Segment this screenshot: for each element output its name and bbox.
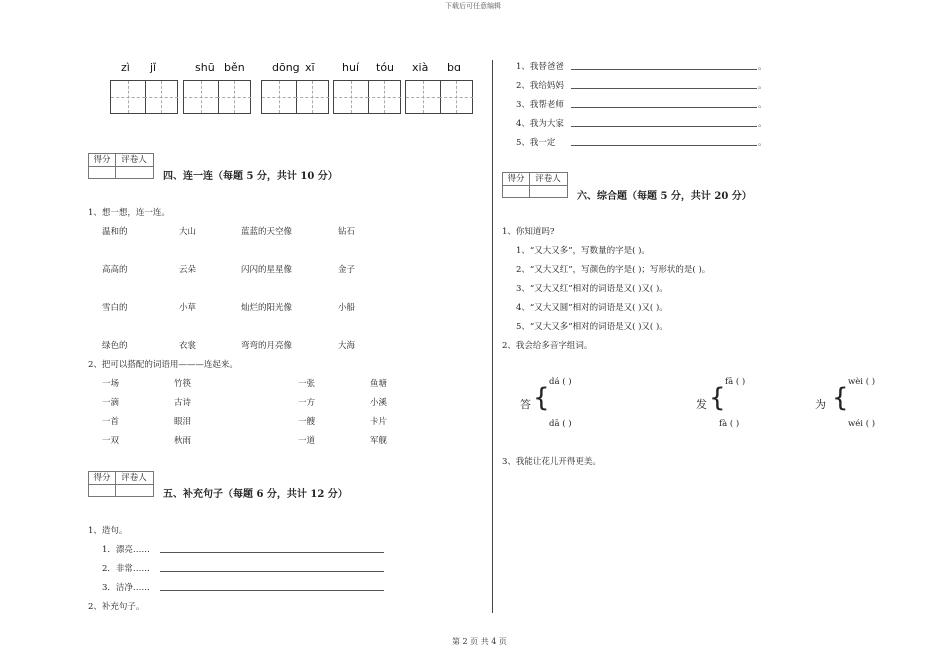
match-word: 弯弯的月亮像: [241, 341, 293, 351]
pinyin-syllable: xià: [412, 61, 429, 74]
pair-word: 一道: [298, 436, 316, 446]
section6-q1: 1、你知道吗?: [502, 227, 555, 237]
sentence-end: 。: [758, 81, 767, 91]
writing-cell[interactable]: [111, 81, 146, 113]
pair-word: 秋雨: [174, 436, 192, 446]
writing-cell[interactable]: [184, 81, 219, 113]
answer-line[interactable]: [571, 107, 757, 108]
section6-q2: 2、我会给多音字组词。: [502, 341, 593, 351]
polyphone-reading: fà ( ): [719, 419, 740, 429]
page-number: 第 2 页 共 4 页: [452, 637, 507, 646]
writing-cell[interactable]: [262, 81, 297, 113]
pair-word: 一张: [298, 379, 316, 389]
polyphone-reading: wèi ( ): [848, 377, 876, 387]
question-item: 5、“又大又多”相对的词语是又( )又( )。: [516, 322, 668, 332]
pair-word: 眼泪: [174, 417, 192, 427]
score-box: [502, 172, 568, 198]
match-word: 蓝蓝的天空像: [241, 227, 293, 237]
question-item: 4、“又大又圆”相对的词语是又( )又( )。: [516, 303, 668, 313]
pair-word: 卡片: [370, 417, 388, 427]
match-word: 小草: [179, 303, 197, 313]
writing-cell[interactable]: [439, 81, 473, 113]
sentence-stem: 5、我一定: [516, 138, 556, 148]
match-word: 闪闪的星星像: [241, 265, 293, 275]
pair-word: 一双: [102, 436, 120, 446]
polyphone-char: 发: [696, 398, 707, 411]
match-word: 小船: [338, 303, 356, 313]
answer-line: [160, 552, 384, 553]
writing-cell[interactable]: [367, 81, 401, 113]
writing-cell[interactable]: [406, 81, 441, 113]
match-word: 云朵: [179, 265, 197, 275]
answer-line: [160, 571, 384, 572]
section5-title: 五、补充句子（每题 6 分，共计 12 分）: [163, 489, 348, 500]
match-word: 雪白的: [102, 303, 128, 313]
tianzige-box[interactable]: [183, 80, 251, 114]
match-word: 绿色的: [102, 341, 128, 351]
tianzige-box[interactable]: [405, 80, 473, 114]
sentence-stem: 4、我为大家: [516, 119, 564, 129]
question-item: 2、“又大又红”，写颜色的字是( )；写形状的是( )。: [516, 265, 711, 275]
polyphone-char: 答: [520, 398, 531, 411]
pair-word: 一场: [102, 379, 120, 389]
pair-word: 鱼塘: [370, 379, 388, 389]
match-word: 大山: [179, 227, 197, 237]
writing-cell[interactable]: [144, 81, 178, 113]
score-label: 得分: [503, 173, 530, 186]
sentence-end: 。: [758, 119, 767, 129]
pair-word: 军舰: [370, 436, 388, 446]
section4-q2: 2、把可以搭配的词语用———连起来。: [88, 360, 238, 370]
answer-line[interactable]: [571, 69, 757, 70]
polyphone-reading: fā ( ): [725, 377, 746, 387]
brace-icon: {: [533, 383, 550, 413]
section4-title: 四、连一连（每题 5 分，共计 10 分）: [163, 171, 338, 182]
grader-label: 评卷人: [115, 472, 153, 485]
polyphone-char: 为: [815, 398, 826, 411]
pinyin-syllable: huí: [342, 61, 359, 74]
match-word: 温和的: [102, 227, 128, 237]
section6-q3: 3、我能让花儿开得更美。: [502, 457, 601, 467]
pinyin-syllable: xī: [305, 61, 315, 74]
question-item: 1、“又大又多”，写数量的字是( )。: [516, 246, 650, 256]
pair-word: 小溪: [370, 398, 388, 408]
answer-line: [160, 590, 384, 591]
section4-q1: 1、想一想，连一连。: [88, 208, 170, 218]
writing-cell[interactable]: [295, 81, 329, 113]
answer-line[interactable]: [571, 88, 757, 89]
section5-q1: 1、造句。: [88, 526, 128, 536]
pinyin-syllable: jǐ: [150, 61, 157, 74]
polyphone-reading: wéi ( ): [848, 419, 876, 429]
polyphone-reading: dá ( ): [549, 377, 572, 387]
pair-word: 一滴: [102, 398, 120, 408]
pair-word: 古诗: [174, 398, 192, 408]
grader-label: 评卷人: [529, 173, 567, 186]
match-word: 金子: [338, 265, 356, 275]
sentence-stem: 2、我给妈妈: [516, 81, 564, 91]
pair-word: 一方: [298, 398, 316, 408]
header-note: 下载后可任意编辑: [445, 2, 501, 10]
brace-icon: {: [709, 383, 726, 413]
sentence-end: 。: [758, 100, 767, 110]
tianzige-box[interactable]: [333, 80, 401, 114]
polyphone-reading: dā ( ): [549, 419, 572, 429]
answer-line[interactable]: [571, 126, 757, 127]
section5-q2: 2、补充句子。: [88, 602, 145, 612]
score-box: [88, 471, 154, 497]
sentence-item: 2．非常……: [102, 564, 150, 574]
sentence-stem: 3、我帮老师: [516, 100, 564, 110]
pair-word: 一首: [102, 417, 120, 427]
pair-word: 竹筷: [174, 379, 192, 389]
score-label: 得分: [89, 154, 116, 167]
section6-title: 六、综合题（每题 5 分，共计 20 分）: [577, 191, 752, 202]
answer-line[interactable]: [571, 145, 757, 146]
sentence-end: 。: [758, 62, 767, 72]
match-word: 高高的: [102, 265, 128, 275]
pinyin-syllable: shū: [195, 61, 215, 74]
match-word: 衣裳: [179, 341, 197, 351]
score-label: 得分: [89, 472, 116, 485]
tianzige-box[interactable]: [110, 80, 178, 114]
writing-cell[interactable]: [217, 81, 251, 113]
sentence-stem: 1、我替爸爸: [516, 62, 564, 72]
sentence-end: 。: [758, 138, 767, 148]
column-divider: [492, 60, 493, 613]
sentence-item: 3．洁净……: [102, 583, 150, 593]
pair-word: 一艘: [298, 417, 316, 427]
brace-icon: {: [832, 383, 849, 413]
pinyin-syllable: dōng: [272, 61, 300, 74]
match-word: 大海: [338, 341, 356, 351]
match-word: 灿烂的阳光像: [241, 303, 293, 313]
score-box: [88, 153, 154, 179]
match-word: 钻石: [338, 227, 356, 237]
pinyin-syllable: běn: [224, 61, 245, 74]
pinyin-syllable: bɑ: [447, 61, 461, 74]
tianzige-box[interactable]: [261, 80, 329, 114]
sentence-item: 1．漂亮……: [102, 545, 150, 555]
writing-cell[interactable]: [334, 81, 369, 113]
grader-label: 评卷人: [115, 154, 153, 167]
question-item: 3、“又大又红”相对的词语是又( )又( )。: [516, 284, 668, 294]
pinyin-syllable: tóu: [376, 61, 395, 74]
pinyin-syllable: zì: [121, 61, 130, 74]
